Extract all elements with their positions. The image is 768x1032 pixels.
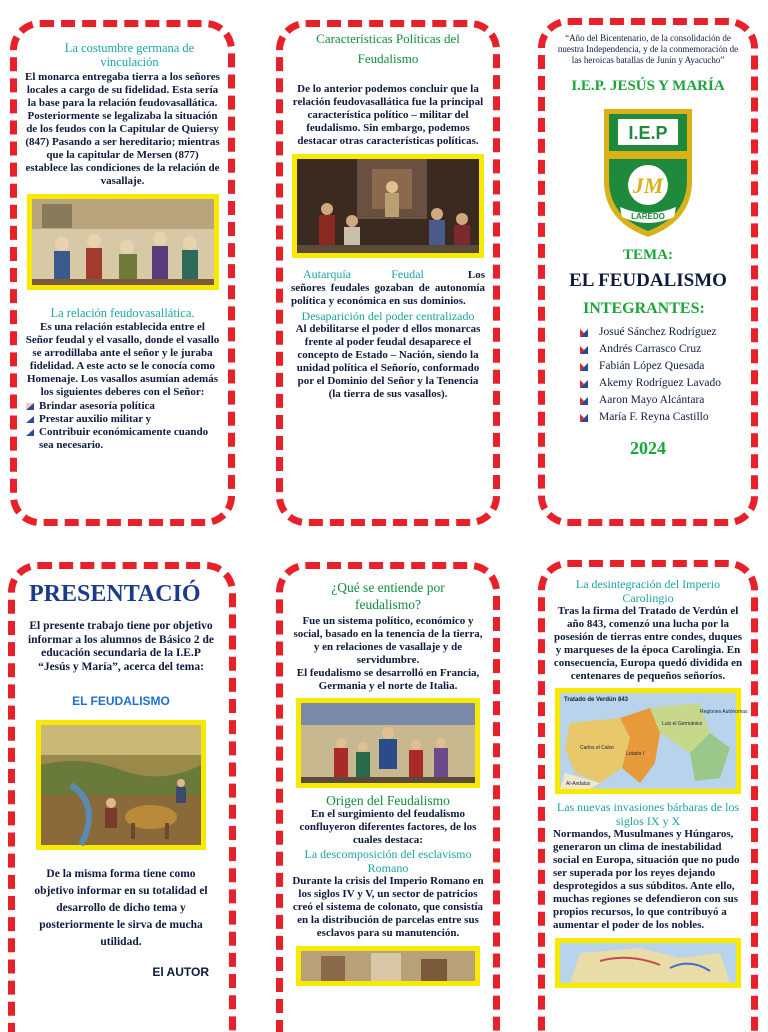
- heading-costumbre-germana: La costumbre germana de vinculación: [64, 41, 195, 69]
- school-logo: [598, 103, 698, 241]
- heading-autarquia-feudal: Autarquía Feudal: [303, 267, 424, 281]
- panel-caracteristicas-politicas: [276, 20, 500, 526]
- shield-logo-icon: [598, 103, 698, 241]
- bullet-arrow-icon: [579, 345, 589, 355]
- presentacion-title: PRESENTACIÓ: [29, 581, 201, 607]
- list-item: Akemy Rodríguez Lavado: [579, 375, 743, 392]
- heading-desintegracion-imperio: La desintegración del Imperio Carolingio: [575, 577, 721, 605]
- heading-relacion-feudovasallatica: La relación feudovasallática.: [50, 306, 195, 320]
- image-campesinos: [36, 720, 206, 850]
- text-invasiones: Normandos, Musulmanes y Húngaros, generaron un clima de inestabilidad social en Europa, situación que no pudo ser superada por los reyes dejando desprotegidos a sus súbditos. Ante ello, muchas regiones se defendieron con sus propios recursos, lo que contribuyó a aumentar el poder de los nobles.: [553, 828, 740, 931]
- bullet-arrow-icon: [25, 428, 35, 438]
- logo-top-text: I.E.P: [628, 123, 668, 143]
- panel-vinculacion: [10, 20, 235, 526]
- image-colonato-illustration: [301, 951, 475, 981]
- tema-label: TEMA:: [623, 247, 673, 263]
- image-ceremonia-illustration: [301, 703, 475, 783]
- map-title: Tratado de Verdún 843: [564, 697, 629, 703]
- image-corte-feudal: [292, 154, 484, 258]
- text-origen: En el surgimiento del feudalismo confluyeron diferentes factores, de los cuales destaca:: [299, 808, 477, 846]
- bullet-arrow-icon: [25, 402, 35, 412]
- heading-descomposicion-esclavismo: La descomposición del esclavismo Romano: [304, 847, 472, 875]
- image-ceremonia-feudal: [296, 698, 480, 788]
- bullet-arrow-icon: [579, 413, 589, 423]
- heading-invasiones-barbaras: Las nuevas invasiones bárbaras de los siglos IX y X: [556, 800, 740, 828]
- text-relacion-feudovasallatica: Es una relación establecida entre el Señor feudal y el vasallo, donde el vasallo se arrodillaba ante el señor y le juraba fidelidad. A este acto se le conocía como Homenaje. Los vasallos asumían además los siguientes deberes con el Señor:: [25, 321, 220, 398]
- image-corte-feudal-illustration: [297, 159, 479, 253]
- image-mapa-verdun: [555, 688, 748, 794]
- bullet-arrow-icon: [579, 362, 589, 372]
- list-item: María F. Reyna Castillo: [579, 409, 743, 426]
- list-item: Aaron Mayo Alcántara: [579, 392, 743, 409]
- text-caracteristicas: De lo anterior podemos concluir que la relación feudovasallática fue la principal característica político – militar del feudalismo. Sin embargo, podemos destacar otras características políticas.: [292, 83, 484, 147]
- text-tratado-verdun: Tras la firma del Tratado de Verdún el año 843, comenzó una lucha por la posesión de tierras entre condes, duques y marqueses de la época Carolingia. En consecuencia, Europa quedó dividida en centenares de pequeños señoríos.: [553, 605, 743, 682]
- text-presentacion-intro: El presente trabajo tiene por objetivo informar a los alumnos de Básico 2 de educación secundaria de la I.E.P “Jesús y María”, acerca del tema:: [27, 620, 215, 673]
- image-homenaje-illustration: [32, 199, 214, 285]
- bullet-arrow-icon: [579, 328, 589, 338]
- map-label: Regiones Autónomas: [700, 709, 748, 715]
- list-item: Contribuir económicamente cuando sea necesario.: [25, 426, 220, 452]
- logo-monogram-text: JM: [632, 173, 664, 198]
- author-label: El AUTOR: [152, 965, 209, 979]
- list-item: Josué Sánchez Rodríguez: [579, 324, 743, 341]
- school-name: I.E.P. JESÚS Y MARÍA: [571, 78, 725, 94]
- map-label: Al-Andalus: [566, 781, 591, 787]
- panel-presentacion: [8, 562, 236, 1032]
- image-mapa-invasiones: [555, 938, 741, 988]
- list-item: Andrés Carrasco Cruz: [579, 341, 743, 358]
- text-definicion: Fue un sistema político, económico y social, basado en la tenencia de la tierra, y en relaciones de vasallaje y de servidumbre.: [293, 615, 483, 666]
- text-descomposicion: Durante la crisis del Imperio Romano en los siglos IV y V, un sector de patricios creó el sistema de colonato, que consistía en la distribución de parcelas entre sus esclavos para su manutención.: [292, 875, 484, 939]
- bullet-arrow-icon: [25, 415, 35, 425]
- panel-desintegracion: [538, 560, 758, 1032]
- panel-portada: [538, 18, 758, 526]
- bullet-arrow-icon: [579, 379, 589, 389]
- text-autarquia: Autarquía Feudal Los señores feudales gozaban de autonomía política y económica en sus dominios.: [291, 267, 485, 307]
- topic-title: EL FEUDALISMO: [569, 270, 727, 291]
- bullet-arrow-icon: [579, 396, 589, 406]
- image-colonato: [296, 946, 480, 986]
- map-verdun-illustration: [560, 693, 748, 789]
- text-desarrollo-regiones: El feudalismo se desarrolló en Francia, Germania y el norte de Italia.: [296, 667, 480, 692]
- logo-bottom-text: LAREDO: [631, 212, 665, 221]
- map-invasiones-illustration: [560, 943, 736, 983]
- map-label: Carlos el Calvo: [580, 745, 614, 751]
- heading-que-se-entiende: ¿Qué se entiende por feudalismo?: [331, 580, 445, 612]
- text-costumbre-germana: El monarca entregaba tierra a los señores locales a cargo de su fidelidad. Esta sería la base para la relación feudovasallática. Posteriormente se legalizaba la situación de los feudos con la Capitular de Quiersy (847) Pasando a ser hereditario; mientras que la capitular de Mersen (877) establece las condiciones de la relación de vasallaje.: [25, 71, 220, 187]
- heading-origen-feudalismo: Origen del Feudalismo: [326, 793, 450, 808]
- heading-caracteristicas: Características Políticas del Feudalismo: [316, 31, 460, 66]
- list-item: Brindar asesoría política: [25, 400, 220, 413]
- integrantes-label: INTEGRANTES:: [583, 300, 705, 317]
- bicentenario-quote: “Año del Bicentenario, de la consolidación de nuestra Independencia, y de la conmemoración de las heroicas batallas de Junín y Ayacucho”: [557, 33, 739, 65]
- presentacion-topic: EL FEUDALISMO: [72, 694, 170, 708]
- map-label: Lotario I: [626, 751, 645, 757]
- heading-desaparicion-poder: Desaparición del poder centralizado: [301, 309, 475, 323]
- members-list: [579, 324, 743, 426]
- map-label: Luis el Germánico: [662, 721, 703, 727]
- year-label: 2024: [630, 438, 666, 458]
- panel-que-es-feudalismo: [276, 562, 500, 1032]
- text-desaparicion-poder: Al debilitarse el poder d ellos monarcas frente al poder feudal desaparece el concepto de Estado – Nación, siendo la unidad política el Señorío, conformado por el Dominio del Señor y la Tenencia (la tierra de sus vasallos).: [295, 323, 481, 400]
- list-item: Prestar auxilio militar y: [25, 413, 220, 426]
- list-item: Fabián López Quesada: [579, 358, 743, 375]
- text-presentacion-objetivo: De la misma forma tiene como objetivo informar en su totalidad el desarrollo de dicho tema y posteriormente le sirva de mucha utilidad.: [34, 868, 208, 948]
- deberes-list: [25, 400, 220, 452]
- image-homenaje: [27, 194, 219, 290]
- image-campesinos-illustration: [41, 725, 201, 845]
